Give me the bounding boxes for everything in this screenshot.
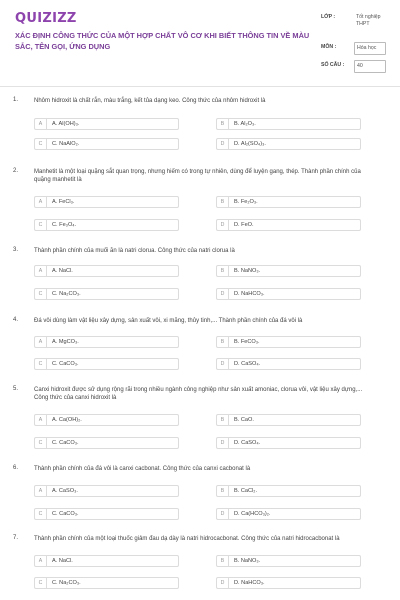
option-d[interactable] — [216, 358, 361, 370]
question-number: 4. — [13, 317, 19, 323]
option-letter: A — [35, 415, 47, 425]
socau-label: SỐ CÂU : — [321, 62, 345, 68]
option-text: C. Na₂CO₃. — [52, 580, 81, 586]
option-text: B. CaCl₂. — [234, 488, 257, 494]
option-letter: B — [217, 197, 229, 207]
option-text: C. CaCO₃. — [52, 511, 79, 517]
question-text: Nhôm hidroxit là chất rắn, màu trắng, kết tủa dạng keo. Công thức của nhôm hidroxit là — [34, 98, 266, 104]
option-a[interactable] — [34, 336, 179, 348]
option-letter: C — [35, 509, 47, 519]
option-text: D. FeO. — [234, 222, 254, 228]
option-c[interactable] — [34, 358, 179, 370]
option-letter: B — [217, 486, 229, 496]
option-letter: A — [35, 486, 47, 496]
meta-row-mon — [321, 40, 393, 58]
option-b[interactable] — [216, 555, 361, 567]
option-c[interactable] — [34, 138, 179, 150]
option-b[interactable] — [216, 265, 361, 277]
option-letter: B — [217, 337, 229, 347]
option-text: C. Fe₃O₄. — [52, 222, 77, 228]
option-text: A. Ca(OH)₂. — [52, 417, 82, 423]
worksheet-meta — [321, 10, 393, 76]
option-text: D. CaSO₄. — [234, 361, 261, 367]
option-letter: C — [35, 438, 47, 448]
question-text: Thành phần chính của muối ăn là natri clorua. Công thức của natri clorua là — [34, 248, 235, 254]
option-a[interactable] — [34, 485, 179, 497]
question-text: Canxi hidroxit được sử dụng rộng rãi trong nhiều ngành công nghiệp như sản xuất amoniac, clorua vôi, vật liệu xây dựng,... Công thức của canxi hidroxit là — [34, 387, 363, 401]
option-letter: A — [35, 197, 47, 207]
option-b[interactable] — [216, 485, 361, 497]
option-text: B. FeCO₃. — [234, 339, 260, 345]
option-d[interactable] — [216, 219, 361, 231]
question-number: 7. — [13, 535, 19, 541]
question-number: 2. — [13, 168, 19, 174]
option-b[interactable] — [216, 336, 361, 348]
option-c[interactable] — [34, 508, 179, 520]
option-letter: B — [217, 556, 229, 566]
meta-row-socau — [321, 58, 393, 76]
option-letter: D — [217, 509, 229, 519]
question-number: 3. — [13, 247, 19, 253]
option-d[interactable] — [216, 288, 361, 300]
option-c[interactable] — [34, 219, 179, 231]
option-text: C. CaCO₃. — [52, 361, 79, 367]
question-text: Manhetit là một loại quặng sắt quan trọng, nhưng hiếm có trong tự nhiên, dùng để luyện gang, thép. Thành phần chính của quặng manhetit là — [34, 169, 361, 183]
option-letter: B — [217, 119, 229, 129]
question-number: 1. — [13, 97, 19, 103]
option-text: B. Al₂O₃. — [234, 121, 256, 127]
header-divider — [0, 86, 400, 87]
option-letter: D — [217, 578, 229, 588]
option-letter: B — [217, 266, 229, 276]
quizizz-logo: QUIZIZZ — [15, 11, 77, 26]
option-text: D. NaHCO₃. — [234, 580, 265, 586]
question-number: 6. — [13, 465, 19, 471]
option-text: D. CaSO₄. — [234, 440, 261, 446]
option-text: C. Na₂CO₃. — [52, 291, 81, 297]
option-d[interactable] — [216, 437, 361, 449]
option-text: A. NaCl. — [52, 268, 73, 274]
option-b[interactable] — [216, 414, 361, 426]
option-letter: D — [217, 220, 229, 230]
option-b[interactable] — [216, 118, 361, 130]
option-letter: C — [35, 359, 47, 369]
option-text: D. Al₂(SO₄)₃. — [234, 141, 266, 147]
option-d[interactable] — [216, 508, 361, 520]
socau-value: 40 — [354, 60, 386, 73]
question-text: Thành phần chính của đá vôi là canxi cacbonat. Công thức của canxi cacbonat là — [34, 466, 251, 472]
option-letter: A — [35, 337, 47, 347]
question-text: Đá vôi dùng làm vật liệu xây dựng, sản xuất vôi, xi măng, thủy tinh,... Thành phần chính của đá vôi là — [34, 318, 303, 324]
option-letter: B — [217, 415, 229, 425]
option-d[interactable] — [216, 577, 361, 589]
option-letter: A — [35, 266, 47, 276]
option-letter: C — [35, 220, 47, 230]
option-b[interactable] — [216, 196, 361, 208]
mon-value: Hóa học — [354, 42, 386, 55]
option-a[interactable] — [34, 414, 179, 426]
option-text: A. MgCO₃. — [52, 339, 79, 345]
option-text: B. CaO. — [234, 417, 254, 423]
option-a[interactable] — [34, 265, 179, 277]
option-c[interactable] — [34, 437, 179, 449]
lop-value: Tốt nghiệp THPT — [356, 14, 381, 27]
option-letter: D — [217, 289, 229, 299]
option-letter: A — [35, 119, 47, 129]
option-text: D. Ca(HCO₃)₂. — [234, 511, 271, 517]
option-d[interactable] — [216, 138, 361, 150]
option-letter: C — [35, 578, 47, 588]
option-letter: D — [217, 438, 229, 448]
option-text: A. CaSO₃. — [52, 488, 78, 494]
option-text: B. Fe₂O₃. — [234, 199, 258, 205]
option-text: C. NaAlO₂. — [52, 141, 80, 147]
worksheet-title: XÁC ĐỊNH CÔNG THỨC CỦA MỘT HỢP CHẤT VÔ CƠ KHI BIẾT THÔNG TIN VỀ MÀU SẮC, TÊN GỌI, ỨNG DỤNG — [15, 31, 310, 51]
worksheet-header — [0, 0, 400, 84]
question-number: 5. — [13, 386, 19, 392]
option-text: B. NaNO₃. — [234, 268, 261, 274]
lop-label: LỚP : — [321, 14, 336, 20]
option-text: A. Al(OH)₃. — [52, 121, 80, 127]
option-a[interactable] — [34, 555, 179, 567]
option-a[interactable] — [34, 118, 179, 130]
option-text: A. NaCl. — [52, 558, 73, 564]
question-text: Thành phần chính của một loại thuốc giảm đau dạ dày là natri hidrocacbonat. Công thức của natri hidrocacbonat là — [34, 536, 340, 542]
option-a[interactable] — [34, 196, 179, 208]
meta-row-lop — [321, 10, 393, 40]
option-text: B. NaNO₃. — [234, 558, 261, 564]
option-text: D. NaHCO₃. — [234, 291, 265, 297]
option-text: A. FeCl₃. — [52, 199, 75, 205]
option-c[interactable] — [34, 577, 179, 589]
option-letter: C — [35, 139, 47, 149]
option-c[interactable] — [34, 288, 179, 300]
option-letter: D — [217, 139, 229, 149]
mon-label: MÔN : — [321, 44, 337, 50]
option-letter: D — [217, 359, 229, 369]
option-letter: A — [35, 556, 47, 566]
option-letter: C — [35, 289, 47, 299]
option-text: C. CaCO₃. — [52, 440, 79, 446]
